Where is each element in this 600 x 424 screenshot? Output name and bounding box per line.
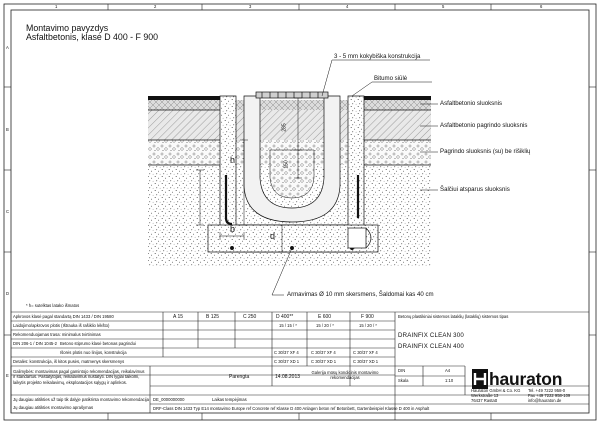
r5-f900: C 30/37 XD 1	[353, 359, 379, 364]
doc-code: DE_0000000000	[153, 397, 185, 402]
logo-mark-icon	[472, 369, 488, 389]
row-label-d: D	[6, 291, 10, 296]
r5-e600: C 30/37 XD 1	[311, 359, 337, 364]
company-name: hauraton	[489, 369, 563, 389]
label-frost-layer: Šalčiui atsparus sluoksnis	[440, 186, 510, 193]
address-2: Werkstraße 13	[471, 393, 499, 398]
class-e600: E 600	[318, 314, 332, 320]
label-reinforcement: Armavimas Ø 10 mm skersmens, Šaldomai kas 40 cm	[287, 291, 434, 298]
row-label-route: Rekomenduojamas trasa: minimalus tvirtinimas	[13, 332, 101, 337]
email: info@hauraton.de	[528, 398, 562, 403]
footnote-b: Jų daugiau atitikties montavimo aprašymas	[13, 405, 94, 410]
label-base-layer: Pagrindo sluoksnis (su) be rišiklių	[440, 148, 531, 155]
col-label-1: 1	[55, 4, 58, 9]
label-asphalt-layer: Asfaltbetonio sluoksnis	[440, 100, 502, 107]
r4-f900: C 30/37 XF 4	[353, 350, 378, 355]
dim-150: 150	[283, 160, 290, 169]
class-d400: D 400**	[276, 314, 294, 320]
class-b125: B 125	[206, 314, 220, 320]
footnote-a: Jų daugiau atitikties už taip tik dalyje patikrinta montavimo rekomendacija	[13, 397, 149, 402]
product-1: DRAINFIX CLEAN 300	[398, 332, 464, 339]
row-sub-concrete: Betono stiprumo klasė betonas pagrindui	[60, 341, 136, 346]
r4-d400: C 30/37 XF 4	[274, 350, 299, 355]
footnote: * h= sutelktas latako išmatos	[26, 303, 80, 308]
r2-e600: 15 / 20 / *	[316, 323, 334, 328]
col-label-4: 4	[346, 4, 349, 9]
label-bitumen: Bitumo siūlė	[374, 75, 408, 82]
row-label-width: Laidojimo/apkrovos plotis (Ištrauka iš rašiklio lėkšto)	[13, 323, 110, 328]
row-sub-outer: Išorės plotis nuo linijos, konstrukcija	[60, 350, 127, 355]
col-label-6: 6	[540, 4, 543, 9]
phone: Tel. +49 7222 958-0	[528, 388, 566, 393]
row-label-din: DIN 206-1 / DIN 1045-2	[13, 341, 57, 346]
address-3: 76437 Rastatt	[471, 398, 498, 403]
row-label-b: B	[6, 127, 9, 132]
prepared-date: 14.08.2013	[275, 374, 301, 380]
cross-section	[148, 92, 431, 267]
bullet-title: Betonų plastikiniai sistemos lataklių (lataklių) sistemos tipas	[398, 314, 509, 319]
notes-block: Galimybės: montavimas pagal gamintojo rekomendacijas, reikalavimus ir standartus. Pastatytojas, reikalavimus nustatyti. DIN lygiai taikomi, laikytis projekto reikalavimų, eksploatacijos sąlygų ir aplinkos.	[13, 369, 145, 385]
r5-d400: C 30/37 XD 1	[274, 359, 300, 364]
r2-d400: 15 / 15 / *	[279, 323, 297, 328]
din-value: A4	[445, 368, 451, 373]
col-label-2: 2	[154, 4, 157, 9]
fax: Fax +49 7222 958-109	[528, 393, 571, 398]
bottom-line: DRF-Class DIN 1433 Typ E14 montavimo Europe ref Concrete ref Klasse D 400 Anlagen beton ref Betonbett, Gartenbeispiel Klasse D 400 in Asphalt	[153, 406, 430, 411]
class-f900: F 900	[361, 314, 374, 320]
din-label: DIN	[398, 368, 406, 373]
dim-d: d	[270, 231, 276, 241]
gallery-note: Galerija mūsų kondicinis montavimo rekomendacijas	[311, 370, 379, 381]
scale-value: 1:10	[445, 378, 454, 383]
dim-285: 285	[281, 123, 288, 132]
hauraton-logo	[472, 368, 565, 390]
dim-h: h	[230, 155, 236, 165]
row-label-c: C	[6, 209, 10, 214]
label-construction: 3 - 5 mm kokybiška konstrukcija	[334, 53, 421, 60]
row-label-class: Apkrovos klasė pagal standartą DIN 1433 / DIN 19580	[13, 314, 114, 319]
product-2: DRAINFIX CLEAN 400	[398, 343, 464, 350]
row-label-details: Detalės: konstrukcija, iš kitos pusės, matmenys skersmenys	[13, 359, 125, 364]
address-1: Hauraton GmbH & Co. KG	[471, 388, 521, 393]
r2-f900: 15 / 20 / *	[359, 323, 377, 328]
prepared-label: Parengta	[229, 374, 250, 380]
label-asphalt-base: Asfaltbetonio pagrindo sluoksnis	[440, 122, 528, 129]
drawing-subtitle: Asfaltbetonis, klasė D 400 - F 900	[26, 32, 159, 42]
drawing-title: Montavimo pavyzdys	[26, 23, 109, 33]
class-c250: C 250	[243, 314, 257, 320]
doc-desc: Laikas tempėjimas	[212, 397, 247, 402]
dim-b: b	[230, 224, 236, 234]
row-label-e: E	[6, 373, 9, 378]
col-label-3: 3	[249, 4, 252, 9]
class-a15: A 15	[173, 314, 184, 320]
asphalt-layer	[148, 100, 431, 110]
col-label-5: 5	[442, 4, 445, 9]
asphalt-base	[148, 110, 431, 140]
r4-e600: C 30/37 XF 4	[311, 350, 336, 355]
scale-label: Skala	[398, 378, 409, 383]
row-label-a: A	[6, 45, 9, 50]
